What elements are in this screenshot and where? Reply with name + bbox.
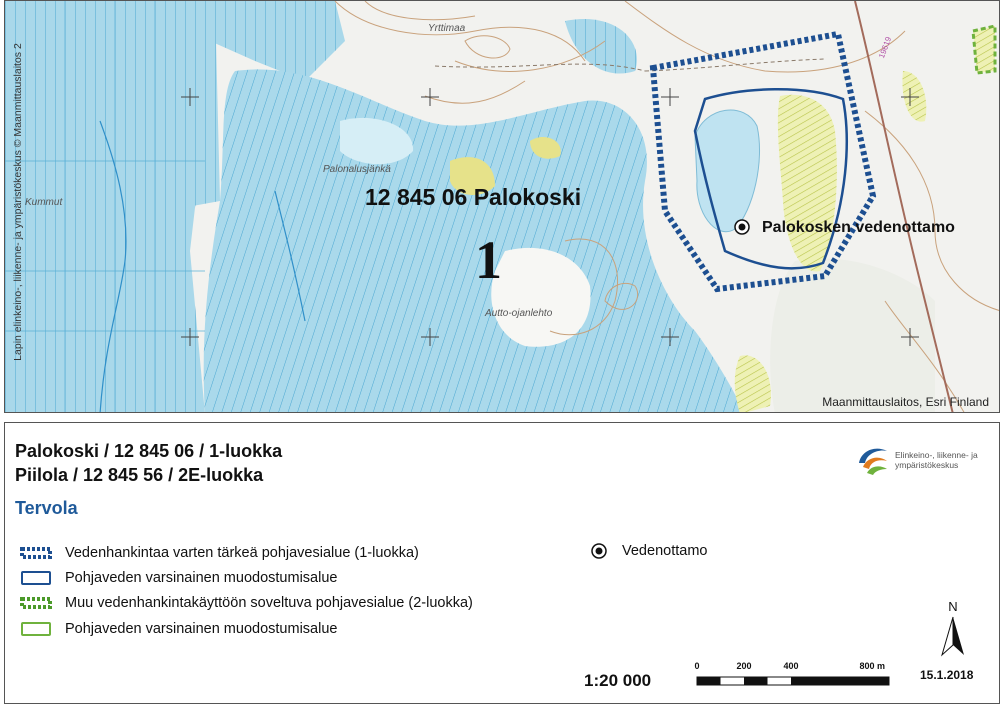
- legend-label: Pohjaveden varsinainen muodostumisalue: [65, 570, 338, 586]
- map-attribution: Maanmittauslaitos, Esri Finland: [822, 395, 989, 409]
- legend-label: Pohjaveden varsinainen muodostumisalue: [65, 621, 338, 637]
- scale-bar: [693, 659, 893, 693]
- solid-blue-boundary-icon: [19, 570, 53, 586]
- legend-title-primary: Palokoski / 12 845 06 / 1-luokka: [15, 441, 283, 461]
- ely-centre-logo: [855, 443, 1004, 477]
- scale-tick-400: 400: [783, 661, 799, 671]
- legend-item-class2-area: [19, 593, 473, 613]
- legend-item-class1-area: [19, 543, 419, 563]
- place-name-kummut: Kummut: [25, 197, 63, 208]
- road-number: 19619: [877, 35, 894, 60]
- scale-ratio: 1:20 000: [584, 671, 652, 690]
- place-name-autto-ojanlehto: Autto-ojanlehto: [485, 308, 553, 319]
- scale-tick-800: 800 m: [859, 661, 885, 671]
- legend-item-water-intake: [590, 542, 707, 560]
- ely-logo-icon: [855, 443, 891, 477]
- copyright-text: Lapin elinkeino-, liikenne- ja ympäristökeskus © Maanmittauslaitos 2: [12, 43, 24, 361]
- north-arrow-icon: [934, 599, 972, 661]
- dashed-green-boundary-icon: [19, 595, 53, 611]
- legend-title-secondary: Piilola / 12 845 56 / 2E-luokka: [15, 465, 264, 485]
- solid-green-boundary-icon: [19, 621, 53, 637]
- scale-tick-0: 0: [694, 661, 700, 671]
- map-date: 15.1.2018: [920, 668, 974, 682]
- legend-item-formation-area-blue: [19, 568, 337, 588]
- municipality-name: Tervola: [15, 498, 78, 518]
- legend-item-formation-area-green: [19, 619, 337, 639]
- well-label: Palokosken vedenottamo: [762, 219, 955, 236]
- place-name-yrttimaa: Yrttimaa: [428, 23, 466, 34]
- legend-label: Vedenhankintaa varten tärkeä pohjavesialue (1-luokka): [65, 545, 419, 561]
- water-intake-marker[interactable]: [735, 220, 749, 234]
- area-class-number: 1: [475, 230, 502, 290]
- dashed-blue-boundary-icon: [19, 545, 53, 561]
- logo-text: Elinkeino-, liikenne- ja ympäristökeskus: [895, 450, 978, 470]
- place-name-palonalusjanka: Palonalusjänkä: [323, 164, 391, 175]
- north-label: N: [948, 599, 958, 614]
- map-title: 12 845 06 Palokoski: [365, 184, 582, 210]
- legend-label-water-intake: Vedenottamo: [622, 543, 708, 559]
- map-panel[interactable]: [4, 0, 1000, 413]
- scale-tick-200: 200: [736, 661, 752, 671]
- water-intake-icon: [590, 542, 608, 560]
- legend-label: Muu vedenhankintakäyttöön soveltuva pohjavesialue (2-luokka): [65, 595, 473, 611]
- legend-panel: [4, 422, 1000, 704]
